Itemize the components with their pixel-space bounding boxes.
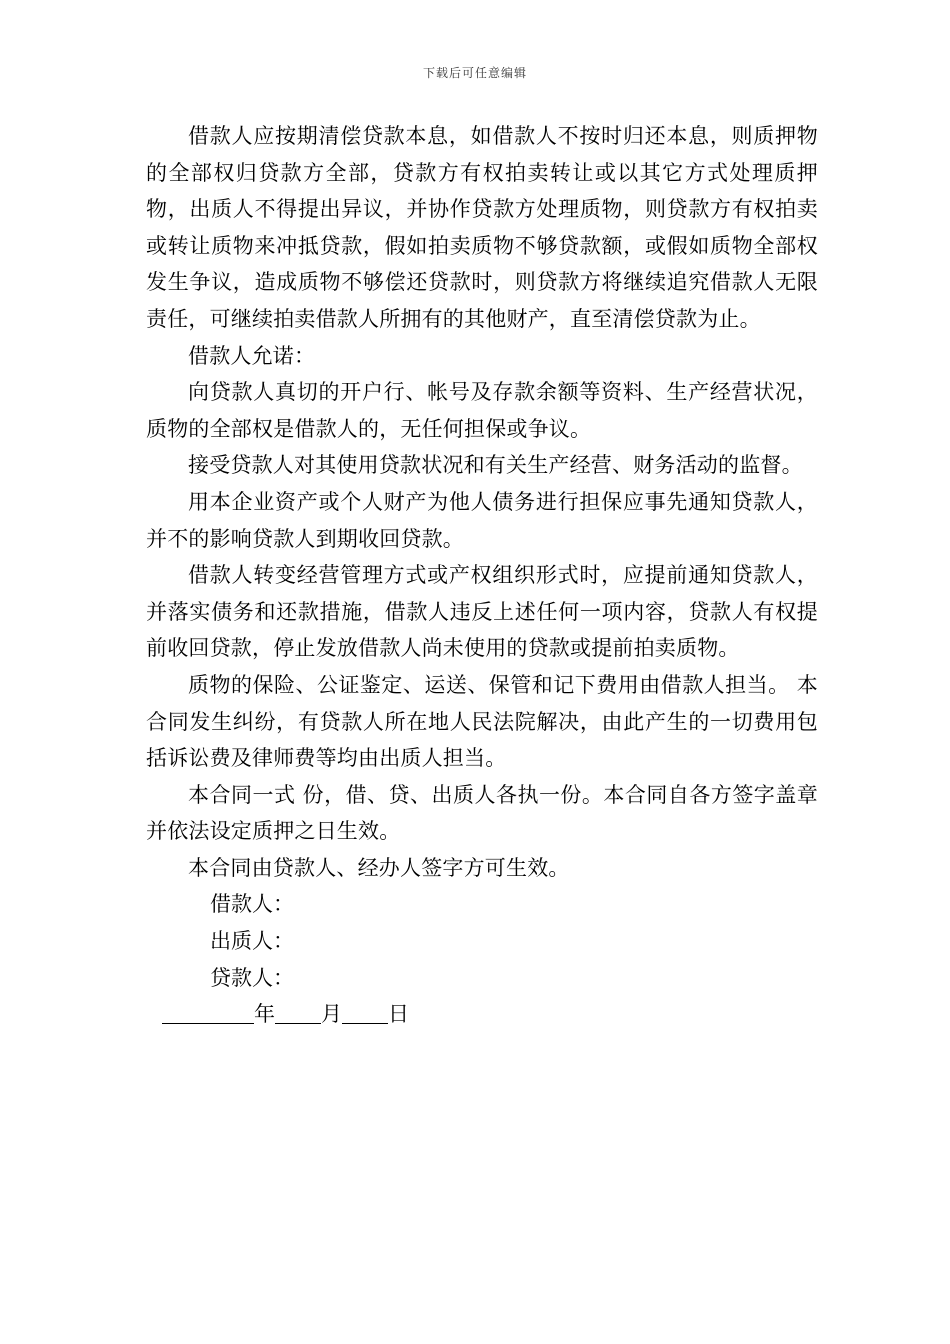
year-label: 年 [254,1002,275,1027]
month-blank [275,1001,321,1024]
page-header: 下载后可任意编辑 [422,66,527,80]
date-line [146,996,818,1033]
month-label: 月 [321,1002,342,1027]
day-blank [342,1001,388,1024]
contract-body [146,118,818,1033]
paragraph-commitment-information: 向贷款人真切的开户行、帐号及存款余额等资料、生产经营状况，质物的全部权是借款人的，无任何担保或争议。 [146,380,818,441]
paragraph-borrower-commitment-heading: 借款人允诺： [188,343,316,368]
paragraph-commitment-supervision: 接受贷款人对其使用贷款状况和有关生产经营、财务活动的监督。 [188,453,803,478]
signature-borrower: 借款人： [210,892,294,917]
paragraph-pledge-disposal: 借款人应按期清偿贷款本息，如借款人不按时归还本息，则质押物的全部权归贷款方全部，贷款方有权拍卖转让或以其它方式处理质押物，出质人不得提出异议，并协作贷款方处理质物，则贷款方有权拍卖或转让质物来冲抵贷款，假如拍卖质物不够贷款额，或假如质物全部权发生争议，造成质物不够偿还贷款时，则贷款方将继续追究借款人无限责任，可继续拍卖借款人所拥有的其他财产，直至清偿贷款为止。 [146,124,818,331]
paragraph-copies-effect: 本合同一式 份，借、贷、出质人各执一份。本合同自各方签字盖章并依法设定质押之日生效。 [146,782,818,844]
paragraph-fees-disputes: 质物的保险、公证鉴定、运送、保管和记下费用由借款人担当。 本合同发生纠纷，有贷款人所在地人民法院解决，由此产生的一切费用包括诉讼费及律师费等均由出质人担当。 [146,672,818,771]
year-blank [162,1001,254,1024]
day-label: 日 [388,1002,409,1027]
paragraph-commitment-guarantee: 用本企业资产或个人财产为他人债务进行担保应事先通知贷款人，并不的影响贷款人到期收回贷款。 [146,489,818,551]
paragraph-signature-effect: 本合同由贷款人、经办人签字方可生效。 [188,855,570,880]
paragraph-commitment-restructure: 借款人转变经营管理方式或产权组织形式时，应提前通知贷款人，并落实债务和还款措施，借款人违反上述任何一项内容，贷款人有权提前收回贷款，停止发放借款人尚未使用的贷款或提前拍卖质物。 [146,563,818,661]
signature-lender: 贷款人： [210,965,294,990]
signature-pledgor: 出质人： [210,929,294,954]
